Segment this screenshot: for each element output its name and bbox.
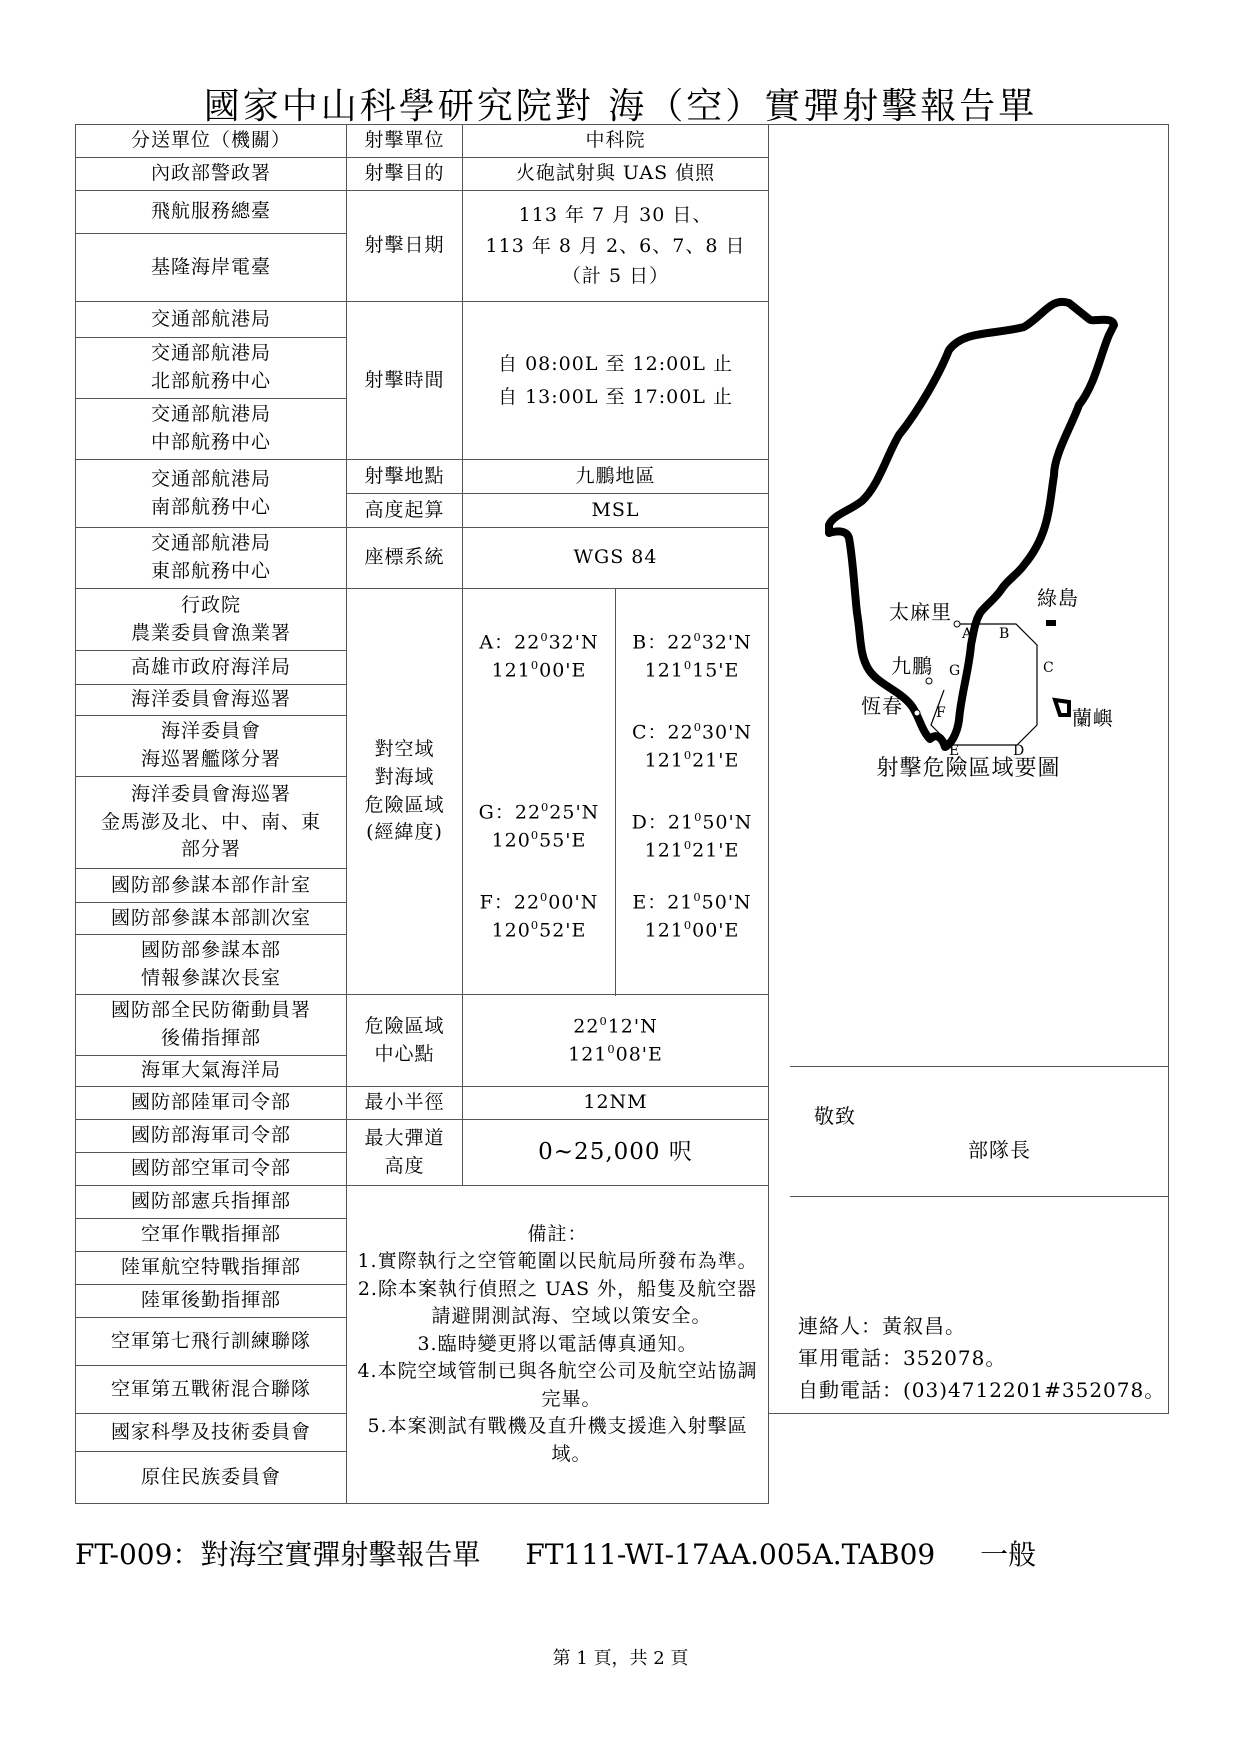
coord-label: 座標系統 — [347, 528, 463, 589]
time-value: 自 08:00L 至 12:00L 止 自 13:00L 至 17:00L 止 — [463, 302, 769, 460]
map-point-f: F — [936, 705, 947, 721]
point-d: D：$21^050'N$ $121^021'E$ — [631, 810, 753, 862]
point-c: C：$22^030'N$ $121^021'E$ — [632, 720, 752, 772]
recipient-0: 內政部警政署 — [76, 158, 347, 191]
recipient-7: 交通部航港局 東部航務中心 — [76, 528, 347, 589]
center-value: $22^012'N$ $121^008'E$ — [463, 995, 769, 1087]
map-point-b: B — [999, 626, 1011, 642]
ceiling-value: 0~25,000 呎 — [463, 1120, 769, 1186]
recipient-19: 國防部海軍司令部 — [76, 1120, 347, 1153]
zone-boundary — [931, 624, 1037, 745]
salutation-line1: 敬致 — [814, 1104, 856, 1128]
map-cell — [769, 125, 1169, 1414]
note-3: 3.臨時變更將以電話傳真通知。 — [417, 1332, 698, 1355]
recipient-6: 交通部航港局 南部航務中心 — [76, 460, 347, 528]
recipient-12: 海洋委員會海巡署 金馬澎及北、中、南、東 部分署 — [76, 777, 347, 869]
recipient-21: 國防部憲兵指揮部 — [76, 1186, 347, 1219]
contact-mil-phone: 軍用電話：352078。 — [798, 1346, 1007, 1370]
recipient-8: 行政院 農業委員會漁業署 — [76, 589, 347, 651]
green-island-label: 綠島 — [1037, 586, 1080, 610]
report-form — [75, 124, 1169, 1504]
lanyu-label: 蘭嶼 — [1072, 706, 1115, 730]
recipient-2: 基隆海岸電臺 — [76, 234, 347, 302]
purpose-value: 火砲試射與 UAS 偵照 — [463, 158, 769, 191]
point-b: B：$22^032'N$ $121^015'E$ — [632, 630, 752, 682]
map-point-a: A — [962, 626, 974, 642]
recipient-10: 海洋委員會海巡署 — [76, 685, 347, 716]
zone-label: 對空域 對海域 危險區域 (經緯度) — [347, 589, 463, 995]
recipient-22: 空軍作戰指揮部 — [76, 1219, 347, 1252]
notes-header: 備註： — [527, 1222, 588, 1245]
map-point-c: C — [1043, 660, 1055, 676]
taiwan-coastline — [829, 302, 1114, 747]
point-f: F：$22^000'N$ $120^052'E$ — [479, 890, 599, 942]
recipient-25: 空軍第七飛行訓練聯隊 — [76, 1318, 347, 1366]
unit-label: 射擊單位 — [347, 125, 463, 158]
coords-col-left — [463, 589, 616, 995]
place-value: 九鵬地區 — [463, 460, 769, 494]
contact — [798, 1310, 1165, 1406]
map-point-g: G — [949, 663, 962, 679]
recipient-18: 國防部陸軍司令部 — [76, 1087, 347, 1120]
radius-label: 最小半徑 — [347, 1087, 463, 1120]
footer-form-no: FT-009：對海空實彈射擊報告單 — [75, 1538, 481, 1571]
note-1: 1.實際執行之空管範圍以民航局所發布為準。 — [357, 1250, 758, 1273]
salutation-line2: 部隊長 — [968, 1138, 1031, 1162]
recipient-5: 交通部航港局 中部航務中心 — [76, 399, 347, 460]
recipient-17: 海軍大氣海洋局 — [76, 1056, 347, 1087]
alt-label: 高度起算 — [347, 494, 463, 528]
map-title: 射擊危險區域要圖 — [876, 756, 1061, 782]
recipient-28: 原住民族委員會 — [76, 1452, 347, 1504]
page-number: 第 1 頁，共 2 頁 — [552, 1648, 689, 1669]
unit-value: 中科院 — [463, 125, 769, 158]
date-label: 射擊日期 — [347, 191, 463, 302]
coord-value: WGS 84 — [463, 528, 769, 589]
note-4: 4.本院空域管制已與各航空公司及航空站協調完畢。 — [357, 1360, 758, 1410]
recipients-header: 分送單位（機關） — [76, 125, 347, 158]
map-point-d: D — [1013, 743, 1026, 759]
salutation — [790, 1100, 1168, 1196]
notes — [347, 1186, 769, 1504]
note-5: 5.本案測試有戰機及直升機支援進入射擊區域。 — [367, 1415, 748, 1465]
map-point-e: E — [949, 743, 961, 759]
note-2: 2.除本案執行偵照之 UAS 外，船隻及航空器請避開測試海、空域以策安全。 — [357, 1277, 758, 1328]
hengchun-label: 恆春 — [861, 694, 904, 718]
green-island-mark — [1046, 620, 1056, 626]
recipient-16: 國防部全民防衛動員署 後備指揮部 — [76, 995, 347, 1056]
taimali-label: 太麻里 — [889, 600, 953, 624]
recipient-27: 國家科學及技術委員會 — [76, 1414, 347, 1452]
salutation-divider — [790, 1066, 1168, 1067]
purpose-label: 射擊目的 — [347, 158, 463, 191]
recipient-11: 海洋委員會 海巡署艦隊分署 — [76, 716, 347, 777]
point-e: E：$21^050'N$ $121^000'E$ — [632, 890, 752, 942]
footer-class: 一般 — [980, 1538, 1037, 1571]
footer — [75, 1533, 1072, 1573]
time-label: 射擊時間 — [347, 302, 463, 460]
contact-divider — [790, 1196, 1168, 1197]
contact-person: 連絡人：黃叙昌。 — [798, 1314, 966, 1338]
place-label: 射擊地點 — [347, 460, 463, 494]
recipient-20: 國防部空軍司令部 — [76, 1153, 347, 1186]
date-value: 113 年 7 月 30 日、 113 年 8 月 2、6、7、8 日 （計 5 日） — [463, 191, 769, 302]
point-a: A：$22^032'N$ $121^000'E$ — [479, 630, 599, 682]
lanyu-mark — [1055, 700, 1069, 715]
recipient-4: 交通部航港局 北部航務中心 — [76, 338, 347, 399]
jiupeng-label: 九鵬 — [891, 654, 934, 678]
recipient-9: 高雄市政府海洋局 — [76, 651, 347, 685]
recipient-14: 國防部參謀本部訓次室 — [76, 903, 347, 935]
radius-value: 12NM — [463, 1087, 769, 1120]
alt-value: MSL — [463, 494, 769, 528]
document-title: 國家中山科學研究院對 海（空）實彈射擊報告單 — [203, 86, 1038, 127]
footer-doc-code: FT111-WI-17AA.005A.TAB09 — [525, 1538, 936, 1571]
danger-zone-map — [769, 125, 1169, 1085]
recipient-1: 飛航服務總臺 — [76, 191, 347, 234]
recipient-13: 國防部參謀本部作計室 — [76, 869, 347, 903]
coords-col-right — [616, 589, 769, 995]
point-g: G：$22^025'N$ $120^055'E$ — [478, 800, 600, 852]
recipient-26: 空軍第五戰術混合聯隊 — [76, 1366, 347, 1414]
recipient-24: 陸軍後勤指揮部 — [76, 1285, 347, 1318]
recipient-23: 陸軍航空特戰指揮部 — [76, 1252, 347, 1285]
recipient-15: 國防部參謀本部 情報參謀次長室 — [76, 935, 347, 995]
ceiling-label: 最大彈道 高度 — [347, 1120, 463, 1186]
center-label: 危險區域 中心點 — [347, 995, 463, 1087]
recipient-3: 交通部航港局 — [76, 302, 347, 338]
contact-auto-phone: 自動電話：(03)4712201#352078。 — [798, 1378, 1166, 1402]
